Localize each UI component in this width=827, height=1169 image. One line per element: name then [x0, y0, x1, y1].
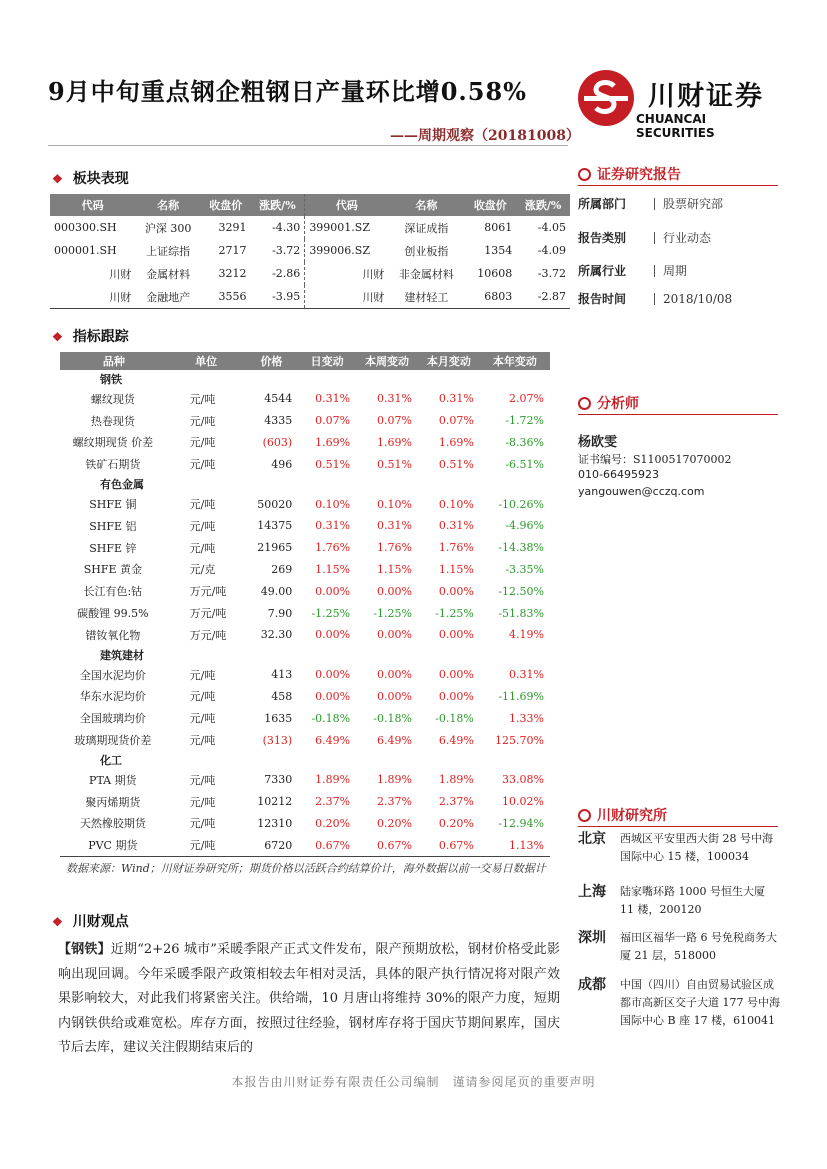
- sector-row: [50, 285, 570, 309]
- indicator-cell: 0.20%: [377, 816, 412, 830]
- divider-bar: [654, 198, 655, 210]
- indicator-row: [60, 388, 550, 410]
- indicator-cell: 0.67%: [356, 834, 418, 856]
- indicator-cell: 天然橡胶期货: [79, 817, 146, 831]
- indicator-cell: 413: [271, 668, 293, 682]
- sector-cell: 000001.SH: [54, 244, 117, 257]
- indicator-cell: 1.15%: [315, 562, 351, 576]
- indicator-row: [60, 707, 550, 729]
- view-heading: ❖ 川财观点: [52, 914, 129, 930]
- indicator-cell: 元/吨: [189, 712, 216, 726]
- footer-disclaimer: 本报告由川财证券有限责任公司编制 谨请参阅尾页的重要声明: [231, 1075, 596, 1089]
- logo-mark-icon: [578, 70, 634, 126]
- indicator-cell: 0.00%: [377, 584, 412, 598]
- indicator-cell: 元/吨: [189, 392, 216, 406]
- data-source-note: 数据来源：Wind；川财证券研究所；期货价格以活跃合约结算价计，海外数据以前一交易日数据计: [66, 862, 546, 875]
- sector-cell: 399006.SZ: [305, 239, 389, 262]
- sector-cell: -4.09: [537, 244, 566, 257]
- indicator-cell: -11.69%: [498, 689, 544, 703]
- indicator-row: [60, 664, 550, 686]
- sector-cell: 1354: [484, 244, 513, 257]
- indicator-cell: 1.13%: [480, 834, 550, 856]
- indicator-cell: -12.50%: [498, 584, 544, 598]
- divider-bar: [654, 293, 655, 305]
- indicator-cell: 0.31%: [377, 519, 412, 533]
- indicator-group-label: 建筑建材: [100, 648, 144, 662]
- indicator-cell: 聚丙烯期货: [85, 795, 141, 809]
- indicator-cell: PTA 期货: [89, 773, 137, 787]
- indicator-cell: 0.10%: [377, 497, 412, 511]
- sector-cell: -2.86: [272, 267, 301, 280]
- indicator-row: [60, 580, 550, 602]
- sector-col-header: 收盘价: [464, 194, 516, 216]
- office-address: 福田区福华一路 6 号免税商务大厦 21 层，518000: [620, 931, 777, 962]
- indicator-row: [60, 453, 550, 475]
- sector-cell: 8061: [484, 221, 513, 234]
- indicator-cell: -12.94%: [498, 816, 544, 830]
- indicator-cell: 269: [271, 562, 293, 576]
- indicator-cell: 元/吨: [189, 458, 216, 472]
- sector-header-row: [50, 194, 570, 216]
- indicator-cell: (603): [262, 435, 293, 449]
- logo-text-cn: 川财证券: [648, 81, 764, 112]
- report-subtitle: ——周期观察（20181008）: [390, 128, 580, 144]
- report-info-row: [578, 262, 687, 279]
- indicator-cell: 6.49%: [315, 733, 351, 747]
- indicator-cell: 0.31%: [438, 519, 474, 533]
- indicator-cell: 0.10%: [438, 497, 474, 511]
- indicator-cell: 0.00%: [438, 628, 474, 642]
- sector-col-header: 名称: [135, 194, 201, 216]
- indicator-col-header: 品种: [60, 352, 168, 370]
- indicator-cell: 0.00%: [377, 628, 412, 642]
- indicator-group-row: [60, 475, 550, 493]
- sector-cell: 6803: [464, 285, 516, 309]
- indicator-col-header: 本月变动: [418, 352, 480, 370]
- indicator-cell: 2.07%: [509, 392, 544, 406]
- indicator-cell: -1.25%: [435, 606, 474, 620]
- indicator-cell: -4.96%: [505, 519, 544, 533]
- office-city: 深圳: [578, 930, 606, 946]
- report-info-key: 报告类别: [578, 231, 627, 245]
- indicator-cell: 1.15%: [438, 562, 474, 576]
- indicator-cell: 1.89%: [377, 773, 412, 787]
- report-info-row: [578, 290, 732, 307]
- analyst-email[interactable]: yangouwen@cczq.com: [578, 485, 705, 498]
- analyst-divider: [578, 414, 778, 415]
- indicator-row: [60, 602, 550, 624]
- sector-cell: -4.05: [537, 221, 566, 234]
- sector-col-header: 代码: [50, 194, 135, 216]
- indicator-cell: SHFE 黄金: [83, 563, 142, 577]
- indicator-cell: 元/吨: [168, 834, 245, 856]
- sector-cell: 3291: [218, 221, 247, 234]
- indicator-cell: 万元/吨: [189, 628, 227, 642]
- indicator-cell: 125.70%: [495, 733, 544, 747]
- title-divider: [48, 145, 568, 146]
- indicator-cell: 1.69%: [377, 435, 412, 449]
- indicator-header-row: [60, 352, 550, 370]
- sector-row: [50, 262, 570, 285]
- indicator-cell: 0.00%: [438, 689, 474, 703]
- sector-cell: -3.95: [251, 285, 305, 309]
- divider-bar: [654, 265, 655, 277]
- report-info-value: 股票研究部: [663, 197, 724, 211]
- report-info-row: [578, 229, 711, 246]
- sector-cell: 金属材料: [146, 267, 191, 281]
- view-paragraph: [58, 938, 560, 1061]
- sector-cell: 3556: [201, 285, 250, 309]
- indicator-group-row: [60, 751, 550, 769]
- sector-cell: 非金属材料: [398, 267, 454, 281]
- indicator-cell: 50020: [257, 497, 293, 511]
- sector-col-header: 收盘价: [201, 194, 250, 216]
- indicator-row: [60, 834, 550, 856]
- indicator-cell: 1.33%: [509, 711, 544, 725]
- office-address: 陆家嘴环路 1000 号恒生大厦 11 楼，200120: [620, 885, 765, 916]
- indicator-cell: -0.18%: [311, 711, 351, 725]
- report-info-value: 行业动态: [663, 231, 712, 245]
- indicator-cell: 全国水泥均价: [79, 668, 146, 682]
- sector-cell: 3212: [218, 267, 247, 280]
- report-info-value: 2018/10/08: [663, 292, 733, 306]
- indicator-cell: 6.49%: [377, 733, 412, 747]
- indicator-cell: 0.07%: [438, 414, 474, 428]
- indicator-col-header: 单位: [168, 352, 245, 370]
- sector-cell: -3.72: [272, 244, 301, 257]
- report-title: 9月中旬重点钢企粗钢日产量环比增0.58%: [48, 77, 527, 106]
- indicator-cell: -1.72%: [505, 414, 544, 428]
- sector-cell: 创业板指: [404, 244, 449, 258]
- indicator-cell: 碳酸锂 99.5%: [77, 607, 149, 621]
- indicator-cell: 0.20%: [438, 816, 474, 830]
- indicator-cell: 0.00%: [315, 689, 351, 703]
- indicator-col-header: 本年变动: [480, 352, 550, 370]
- indicator-cell: SHFE 锌: [89, 541, 137, 555]
- indicator-cell: 0.67%: [418, 834, 480, 856]
- indicator-cell: 2.37%: [438, 795, 474, 809]
- report-info-key: 所属行业: [578, 264, 627, 278]
- institute-heading: 川财研究所: [578, 805, 667, 825]
- indicator-group-row: [60, 370, 550, 388]
- indicator-cell: -0.18%: [373, 711, 412, 725]
- indicator-cell: 元/吨: [189, 668, 216, 682]
- sector-cell: 建材轻工: [388, 285, 464, 309]
- sector-cell: 000300.SH: [54, 221, 117, 234]
- indicator-cell: 元/吨: [189, 414, 216, 428]
- indicator-cell: 496: [271, 457, 293, 471]
- indicator-cell: 元/吨: [189, 773, 216, 787]
- indicator-cell: -0.18%: [435, 711, 474, 725]
- indicator-cell: 0.00%: [315, 584, 351, 598]
- indicator-cell: 14375: [257, 519, 293, 533]
- indicator-row: [60, 559, 550, 581]
- indicator-cell: 4.19%: [509, 628, 544, 642]
- indicator-cell: 0.67%: [298, 834, 356, 856]
- indicator-cell: 0.00%: [315, 628, 351, 642]
- indicator-cell: 0.31%: [315, 519, 351, 533]
- office-city: 北京: [578, 831, 606, 847]
- diamond-bullet-icon: ❖: [52, 330, 63, 344]
- indicator-cell: 1.69%: [438, 435, 474, 449]
- indicator-cell: 0.00%: [438, 584, 474, 598]
- sector-col-header: 名称: [388, 194, 464, 216]
- report-info-key: 所属部门: [578, 197, 627, 211]
- indicator-cell: 10212: [257, 795, 293, 809]
- sector-cell: 399001.SZ: [305, 216, 389, 239]
- company-logo: [578, 70, 778, 140]
- sector-cell: 川财: [305, 262, 389, 285]
- sector-row: [50, 239, 570, 262]
- indicator-cell: 螺纹现货: [90, 392, 135, 406]
- sector-col-header: 代码: [305, 194, 389, 216]
- sector-cell: 川财: [109, 267, 132, 281]
- office-city: 成都: [578, 977, 606, 993]
- indicator-cell: -14.38%: [498, 541, 544, 555]
- indicator-group-label: 化工: [100, 753, 122, 767]
- indicator-group-row: [60, 646, 550, 664]
- indicator-col-header: 本周变动: [356, 352, 418, 370]
- indicator-cell: 元/吨: [189, 519, 216, 533]
- analyst-name: 杨欧雯: [578, 435, 618, 450]
- indicator-cell: 元/吨: [189, 498, 216, 512]
- indicator-cell: 元/吨: [189, 541, 216, 555]
- indicator-cell: 0.07%: [377, 414, 412, 428]
- sector-heading: ❖ 板块表现: [52, 171, 129, 187]
- logo-text-en: CHUANCAI SECURITIES: [636, 112, 715, 140]
- indicator-heading: ❖ 指标跟踪: [52, 329, 129, 345]
- indicator-cell: 0.51%: [438, 457, 474, 471]
- report-info-row: [578, 195, 723, 212]
- indicator-cell: 0.00%: [438, 668, 474, 682]
- indicator-cell: 1.89%: [438, 773, 474, 787]
- indicator-cell: 1.89%: [315, 773, 351, 787]
- indicator-cell: 1635: [264, 711, 293, 725]
- indicator-col-header: 日变动: [298, 352, 356, 370]
- sector-cell: 上证综指: [146, 244, 191, 258]
- indicator-row: [60, 791, 550, 813]
- indicator-row: [60, 537, 550, 559]
- indicator-cell: 镨钕氧化物: [85, 628, 141, 642]
- sector-cell: -2.87: [516, 285, 570, 309]
- view-text: 近期“2+26 城市”采暖季限产正式文件发布，限产预期放松，钢材价格受此影响出现回调。今年采暖季限产政策相较去年相对灵活，具体的限产执行情况将对限产效果影响较大，对此我们将紧密关注。供给端，10 月唐山将维持 30%的限产力度，短期内钢铁供给或难宽松。库存方面，按照过往经验，钢材库存将于国庆节期间累库，国庆节后去库，建议关注假期结束后的: [58, 942, 560, 1055]
- sector-col-header: 涨跌/%: [251, 194, 305, 216]
- indicator-row: [60, 729, 550, 751]
- indicator-cell: 2.37%: [315, 795, 351, 809]
- indicator-cell: 1.76%: [438, 541, 474, 555]
- indicator-cell: -1.25%: [311, 606, 351, 620]
- indicator-cell: 1.76%: [377, 541, 412, 555]
- indicator-cell: 元/吨: [189, 436, 216, 450]
- indicator-cell: -3.35%: [505, 562, 544, 576]
- indicator-cell: 长江有色:钴: [83, 585, 143, 599]
- indicator-cell: SHFE 铝: [89, 519, 137, 533]
- office-address: 西城区平安里西大街 28 号中海国际中心 15 楼，100034: [620, 832, 773, 863]
- indicator-cell: 0.51%: [377, 457, 412, 471]
- indicator-cell: 0.00%: [377, 689, 412, 703]
- analyst-heading: 分析师: [578, 393, 639, 413]
- indicator-cell: 33.08%: [502, 773, 544, 787]
- sector-cell: 2717: [218, 244, 247, 257]
- indicator-cell: 7330: [264, 773, 293, 787]
- sector-cell: 深证成指: [404, 221, 449, 235]
- indicator-cell: -6.51%: [505, 457, 544, 471]
- indicator-cell: 1.69%: [315, 435, 351, 449]
- indicator-cell: 元/克: [189, 563, 216, 577]
- indicator-cell: -51.83%: [498, 606, 544, 620]
- indicator-cell: SHFE 铜: [89, 498, 137, 512]
- report-divider: [578, 185, 778, 186]
- indicator-cell: -1.25%: [373, 606, 412, 620]
- circle-bullet-icon: [578, 168, 591, 181]
- indicator-cell: 7.90: [267, 606, 293, 620]
- indicator-cell: 0.31%: [438, 392, 474, 406]
- sector-cell: 金融地产: [135, 285, 201, 309]
- indicator-cell: 0.31%: [315, 392, 351, 406]
- indicator-cell: 10.02%: [502, 795, 544, 809]
- indicator-cell: 热卷现货: [90, 414, 135, 428]
- diamond-bullet-icon: ❖: [52, 915, 63, 929]
- indicator-cell: 6.49%: [438, 733, 474, 747]
- indicator-cell: 0.00%: [315, 668, 351, 682]
- indicator-cell: 全国玻璃均价: [79, 712, 146, 726]
- indicator-cell: 6720: [245, 834, 299, 856]
- indicator-cell: 元/吨: [189, 734, 216, 748]
- indicator-cell: 螺纹期现货 价差: [72, 436, 154, 450]
- institute-divider: [578, 826, 778, 827]
- indicator-group-label: 钢铁: [100, 373, 122, 386]
- indicator-cell: 4544: [264, 392, 293, 406]
- indicator-cell: 万元/吨: [189, 607, 227, 621]
- indicator-cell: 0.31%: [509, 668, 544, 682]
- indicator-cell: 32.30: [260, 628, 293, 642]
- indicator-cell: 元/吨: [189, 795, 216, 809]
- analyst-cert: 证书编号：S1100517070002: [578, 453, 732, 466]
- indicator-cell: PVC 期货: [60, 834, 168, 856]
- indicator-cell: 4335: [264, 414, 293, 428]
- indicator-cell: 元/吨: [189, 690, 216, 704]
- indicator-cell: 0.07%: [315, 414, 351, 428]
- indicator-cell: 0.51%: [315, 457, 351, 471]
- indicator-cell: 1.76%: [315, 541, 351, 555]
- indicator-row: [60, 624, 550, 646]
- sector-cell: 川财: [305, 285, 389, 309]
- indicator-col-header: 价格: [245, 352, 299, 370]
- indicator-cell: 0.20%: [315, 816, 351, 830]
- indicator-cell: 0.00%: [377, 668, 412, 682]
- indicator-cell: 玻璃期现货价差: [74, 734, 152, 748]
- indicator-cell: 2.37%: [377, 795, 412, 809]
- sector-cell: -4.30: [272, 221, 301, 234]
- indicator-cell: 万元/吨: [189, 585, 227, 599]
- sector-table: [50, 194, 570, 309]
- indicator-row: [60, 432, 550, 454]
- indicator-row: [60, 410, 550, 432]
- indicator-cell: -10.26%: [498, 497, 544, 511]
- indicator-cell: -8.36%: [505, 435, 544, 449]
- diamond-bullet-icon: ❖: [52, 172, 63, 186]
- indicator-row: [60, 686, 550, 708]
- sector-col-header: 涨跌/%: [516, 194, 570, 216]
- indicator-row: [60, 769, 550, 791]
- report-info-key: 报告时间: [578, 292, 627, 306]
- circle-bullet-icon: [578, 809, 591, 822]
- sector-cell: 沪深 300: [144, 221, 192, 235]
- divider-bar: [654, 232, 655, 244]
- report-heading: 证券研究报告: [578, 164, 681, 184]
- indicator-cell: 49.00: [260, 584, 293, 598]
- sector-cell: 川财: [50, 285, 135, 309]
- indicator-table: [60, 352, 550, 857]
- circle-bullet-icon: [578, 397, 591, 410]
- office-address: 中国（四川）自由贸易试验区成都市高新区交子大道 177 号中海国际中心 B 座 17 楼，610041: [620, 978, 780, 1027]
- indicator-row: [60, 813, 550, 835]
- indicator-cell: 12310: [257, 816, 293, 830]
- analyst-phone: 010-66495923: [578, 468, 659, 481]
- indicator-cell: 458: [271, 689, 293, 703]
- indicator-cell: 0.10%: [315, 497, 351, 511]
- view-tag: 【钢铁】: [58, 942, 111, 957]
- indicator-cell: 华东水泥均价: [79, 690, 146, 704]
- indicator-group-label: 有色金属: [100, 478, 144, 492]
- office-city: 上海: [578, 884, 606, 900]
- indicator-cell: 铁矿石期货: [85, 458, 141, 472]
- sector-cell: -3.72: [537, 267, 566, 280]
- indicator-cell: 0.31%: [377, 392, 412, 406]
- indicator-cell: 21965: [257, 541, 293, 555]
- indicator-row: [60, 493, 550, 515]
- indicator-row: [60, 515, 550, 537]
- indicator-cell: 1.15%: [377, 562, 412, 576]
- indicator-cell: 元/吨: [189, 817, 216, 831]
- indicator-cell: (313): [262, 733, 293, 747]
- sector-cell: 10608: [477, 267, 513, 280]
- sector-row: [50, 216, 570, 239]
- report-info-value: 周期: [663, 264, 688, 278]
